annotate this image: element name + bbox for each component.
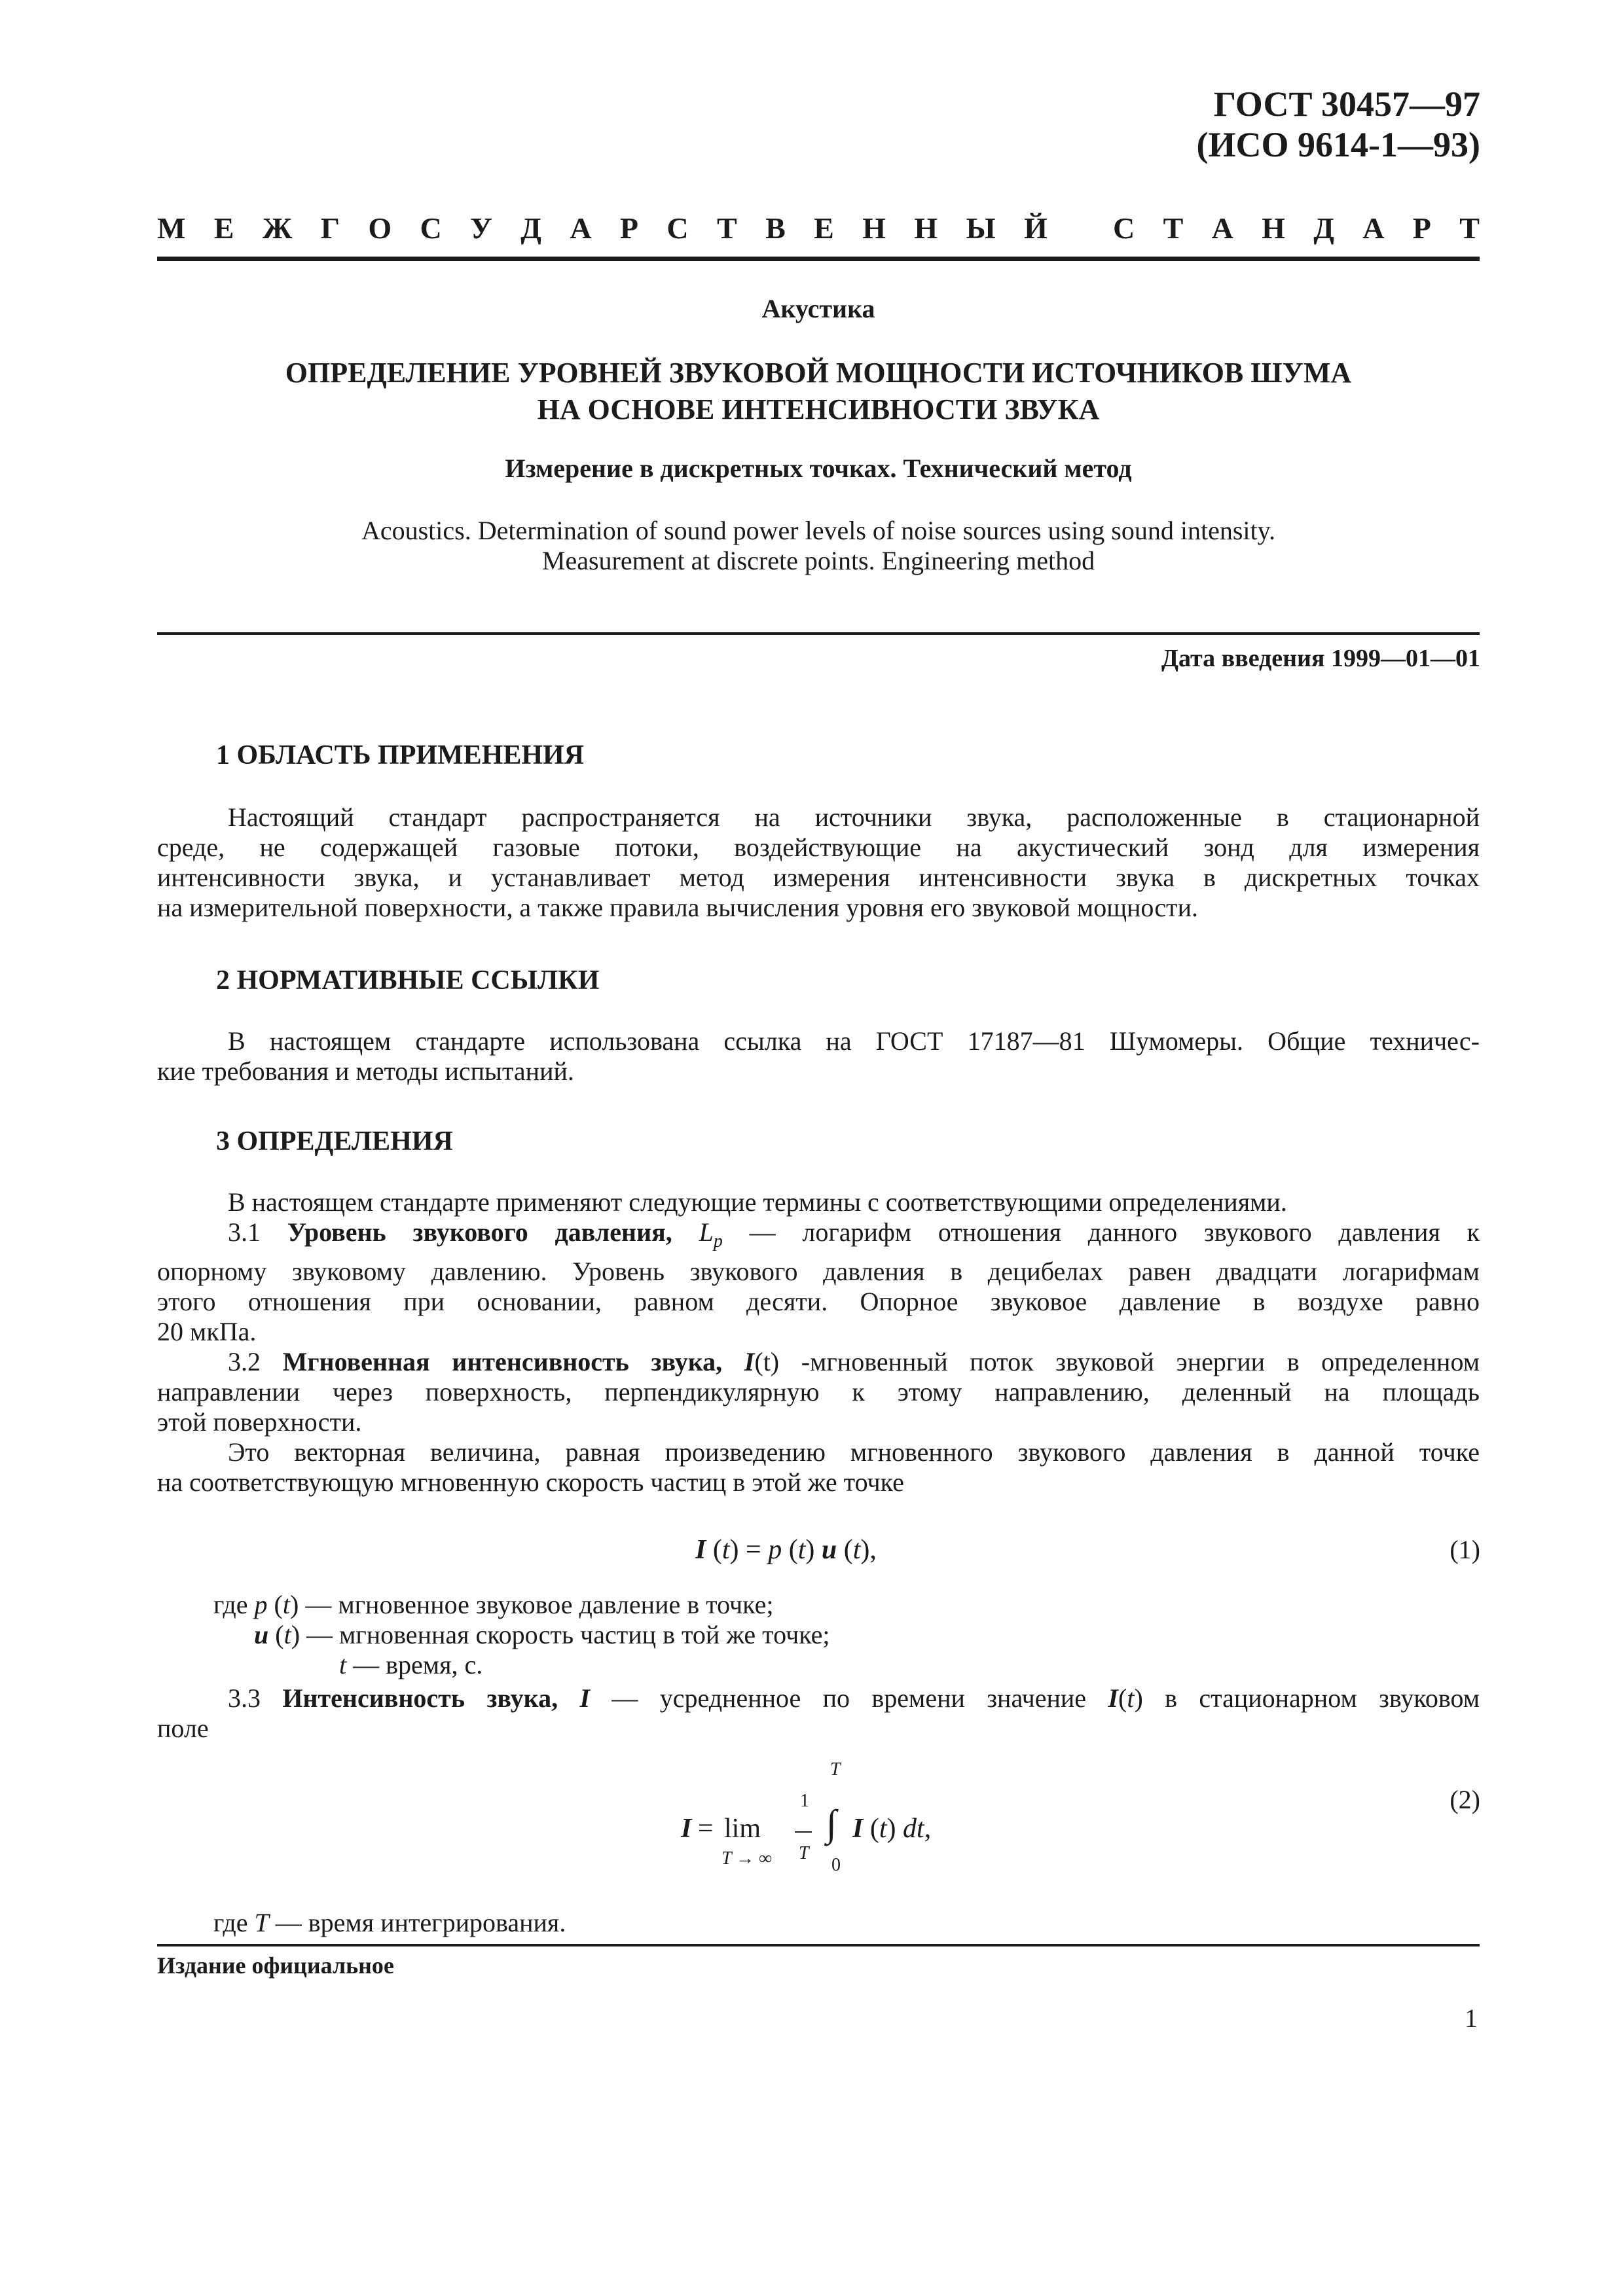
- paragraph-line: опорному звуковому давлению. Уровень звукового давления в децибелах равен двадцати логарифмам: [157, 1257, 1480, 1286]
- eq2-lower-limit: 0: [831, 1855, 841, 1875]
- sub-title: Измерение в дискретных точках. Технический метод: [505, 454, 1132, 483]
- definition-number: 3.1: [228, 1217, 261, 1247]
- introduction-date: Дата введения 1999—01—01: [1161, 645, 1480, 672]
- section-3-heading: 3 ОПРЕДЕЛЕНИЯ: [216, 1126, 453, 1157]
- definition-term: Мгновенная интенсивность звука,: [282, 1347, 723, 1376]
- banner-letter: С: [420, 211, 442, 245]
- paragraph-line: В настоящем стандарте использована ссылка на ГОСТ 17187—81 Шумомеры. Общие техничес-: [228, 1026, 1480, 1056]
- definition-text: в стационарном звуковом: [1142, 1683, 1480, 1713]
- banner-letter: У: [470, 211, 492, 245]
- paragraph-line: направлении через поверхность, перпендикулярную к этому направлению, деленный на площадь: [157, 1377, 1480, 1407]
- eq2-lim: lim: [724, 1814, 761, 1844]
- definition-number: 3.3: [228, 1683, 261, 1713]
- paragraph-line: среде, не содержащей газовые потоки, воздействующие на акустический зонд для измерения: [157, 833, 1480, 862]
- standard-code-iso: (ИСО 9614-1—93): [1196, 125, 1480, 164]
- symbol-subscript-p: p: [713, 1231, 723, 1251]
- paragraph-line: Настоящий стандарт распространяется на источники звука, расположенные в стационарной: [228, 802, 1480, 832]
- eq2-symbol-I: I: [681, 1814, 692, 1844]
- where-text: — мгновенная скорость частиц в той же точке;: [300, 1620, 830, 1649]
- paragraph-line: Это векторная величина, равная произведению мгновенного звукового давления в данной точке: [228, 1437, 1480, 1467]
- equation-1-number: (1): [1450, 1535, 1480, 1564]
- eq2-numerator: 1: [800, 1791, 809, 1811]
- symbol-I: I: [579, 1683, 591, 1713]
- definition-3-2-first-line: [157, 1347, 1480, 1377]
- banner-letter: С: [666, 211, 689, 245]
- banner-word-standard: [1113, 211, 1480, 245]
- eq2-lim-sub: T → ∞: [721, 1848, 773, 1869]
- paragraph-line: интенсивности звука, и устанавливает метод измерения интенсивности звука в дискретных точках: [157, 863, 1480, 892]
- eq2-integrand: I (t) dt,: [852, 1814, 932, 1844]
- where-label: где: [213, 1908, 248, 1937]
- english-title-line: Measurement at discrete points. Engineering method: [541, 546, 1095, 575]
- standard-code-gost: ГОСТ 30457—97: [1213, 84, 1480, 124]
- definition-term: Уровень звукового давления,: [287, 1217, 672, 1247]
- banner-letter: Ж: [262, 211, 293, 245]
- main-title-line: НА ОСНОВЕ ИНТЕНСИВНОСТИ ЗВУКА: [537, 393, 1100, 425]
- definition-text: — усредненное по времени значение: [590, 1683, 1108, 1713]
- where-p: где p (t) — мгновенное звуковое давление в точке;: [213, 1590, 774, 1619]
- banner-letter: Й: [1024, 211, 1048, 245]
- banner-rule: [157, 257, 1480, 261]
- definition-3-3-first-line: 3.3 Интенсивность звука, I — усредненное по времени значение I(t) в стационарном звуковом: [228, 1683, 1480, 1713]
- definition-term: Интенсивность звука,: [282, 1683, 558, 1713]
- banner-letter: Д: [1313, 211, 1334, 245]
- banner-letter: Р: [619, 211, 639, 245]
- section-3-body: [157, 1187, 1480, 1498]
- main-title-line: ОПРЕДЕЛЕНИЕ УРОВНЕЙ ЗВУКОВОЙ МОЩНОСТИ ИСТОЧНИКОВ ШУМА: [285, 357, 1352, 389]
- page-number: 1: [1465, 2003, 1478, 2033]
- banner-letter: А: [1362, 211, 1385, 245]
- paragraph-line: на соответствующую мгновенную скорость частиц в этой же точке: [157, 1467, 904, 1497]
- banner-letter: Е: [213, 211, 234, 245]
- symbol-arg: (t): [754, 1347, 780, 1376]
- equation-2: [681, 1759, 956, 1878]
- integral-icon: ∫: [826, 1802, 837, 1844]
- interstate-standard-banner: [157, 211, 1480, 245]
- section-2-heading: 2 НОРМАТИВНЫЕ ССЫЛКИ: [216, 965, 600, 996]
- where-t: t — время, с.: [339, 1650, 483, 1679]
- banner-letter: Т: [1163, 211, 1184, 245]
- eq2-fraction-bar: [795, 1831, 812, 1833]
- super-title: Акустика: [761, 294, 875, 323]
- banner-letter: Г: [320, 211, 340, 245]
- banner-letter: А: [1211, 211, 1233, 245]
- definition-3-1-first-line: [157, 1217, 1480, 1257]
- title-rule: [157, 632, 1480, 635]
- where-T: где T — время интегрирования.: [213, 1908, 566, 1937]
- definition-3-3: [157, 1683, 1480, 1744]
- banner-letter: Т: [1459, 211, 1480, 245]
- banner-letter: В: [765, 211, 786, 245]
- banner-letter: Н: [1262, 211, 1285, 245]
- definition-number: 3.2: [228, 1347, 261, 1376]
- footer-rule: [157, 1944, 1480, 1946]
- eq2-equals: =: [698, 1814, 714, 1844]
- paragraph-line: 20 мкПа.: [157, 1317, 257, 1346]
- official-edition-note: Издание официальное: [157, 1952, 394, 1979]
- where-text: — время, с.: [346, 1650, 483, 1679]
- definition-text: -мгновенный поток звуковой энергии в определенном: [779, 1347, 1480, 1376]
- section-1-paragraph: [157, 802, 1480, 923]
- paragraph-line: этой поверхности.: [157, 1407, 362, 1437]
- banner-letter: О: [368, 211, 392, 245]
- standard-code: [1197, 84, 1480, 165]
- definition-text: — логарифм отношения данного звукового давления к: [722, 1217, 1480, 1247]
- banner-letter: М: [157, 211, 186, 245]
- paragraph-line: на измерительной поверхности, а также правила вычисления уровня его звуковой мощности.: [157, 893, 1199, 922]
- english-title-line: Acoustics. Determination of sound power levels of noise sources using sound intensity.: [361, 516, 1276, 545]
- symbol-L: L: [699, 1217, 714, 1247]
- where-label: где: [213, 1590, 248, 1619]
- banner-word-interstate: [157, 211, 1048, 245]
- paragraph-line: В настоящем стандарте применяют следующие термины с соответствующими определениями.: [228, 1187, 1287, 1217]
- paragraph-line: поле: [157, 1713, 209, 1743]
- banner-letter: Е: [814, 211, 834, 245]
- banner-letter: Р: [1412, 211, 1431, 245]
- banner-letter: С: [1113, 211, 1135, 245]
- paragraph-line: кие требования и методы испытаний.: [157, 1056, 574, 1086]
- banner-letter: Д: [520, 211, 541, 245]
- equation-1: I (t) = p (t) u (t),: [695, 1535, 877, 1565]
- main-title: [157, 355, 1480, 428]
- banner-letter: Ы: [966, 211, 996, 245]
- eq2-upper-limit: T: [830, 1759, 841, 1780]
- paragraph-line: этого отношения при основании, равном десяти. Опорное звуковое давление в воздухе равно: [157, 1287, 1480, 1316]
- banner-letter: А: [570, 211, 592, 245]
- section-2-paragraph: [157, 1026, 1480, 1086]
- equation-2-number: (2): [1450, 1785, 1480, 1814]
- where-u: u (t) — мгновенная скорость частиц в той же точке;: [254, 1620, 830, 1649]
- symbol-I: I: [744, 1347, 755, 1376]
- banner-letter: Т: [717, 211, 737, 245]
- where-text: — мгновенное звуковое давление в точке;: [299, 1590, 774, 1619]
- english-title: [157, 516, 1480, 576]
- where-text: — время интегрирования.: [268, 1908, 566, 1937]
- banner-letter: Н: [862, 211, 886, 245]
- banner-letter: Н: [914, 211, 938, 245]
- eq2-denominator: T: [799, 1843, 809, 1863]
- section-1-heading: 1 ОБЛАСТЬ ПРИМЕНЕНИЯ: [216, 740, 585, 770]
